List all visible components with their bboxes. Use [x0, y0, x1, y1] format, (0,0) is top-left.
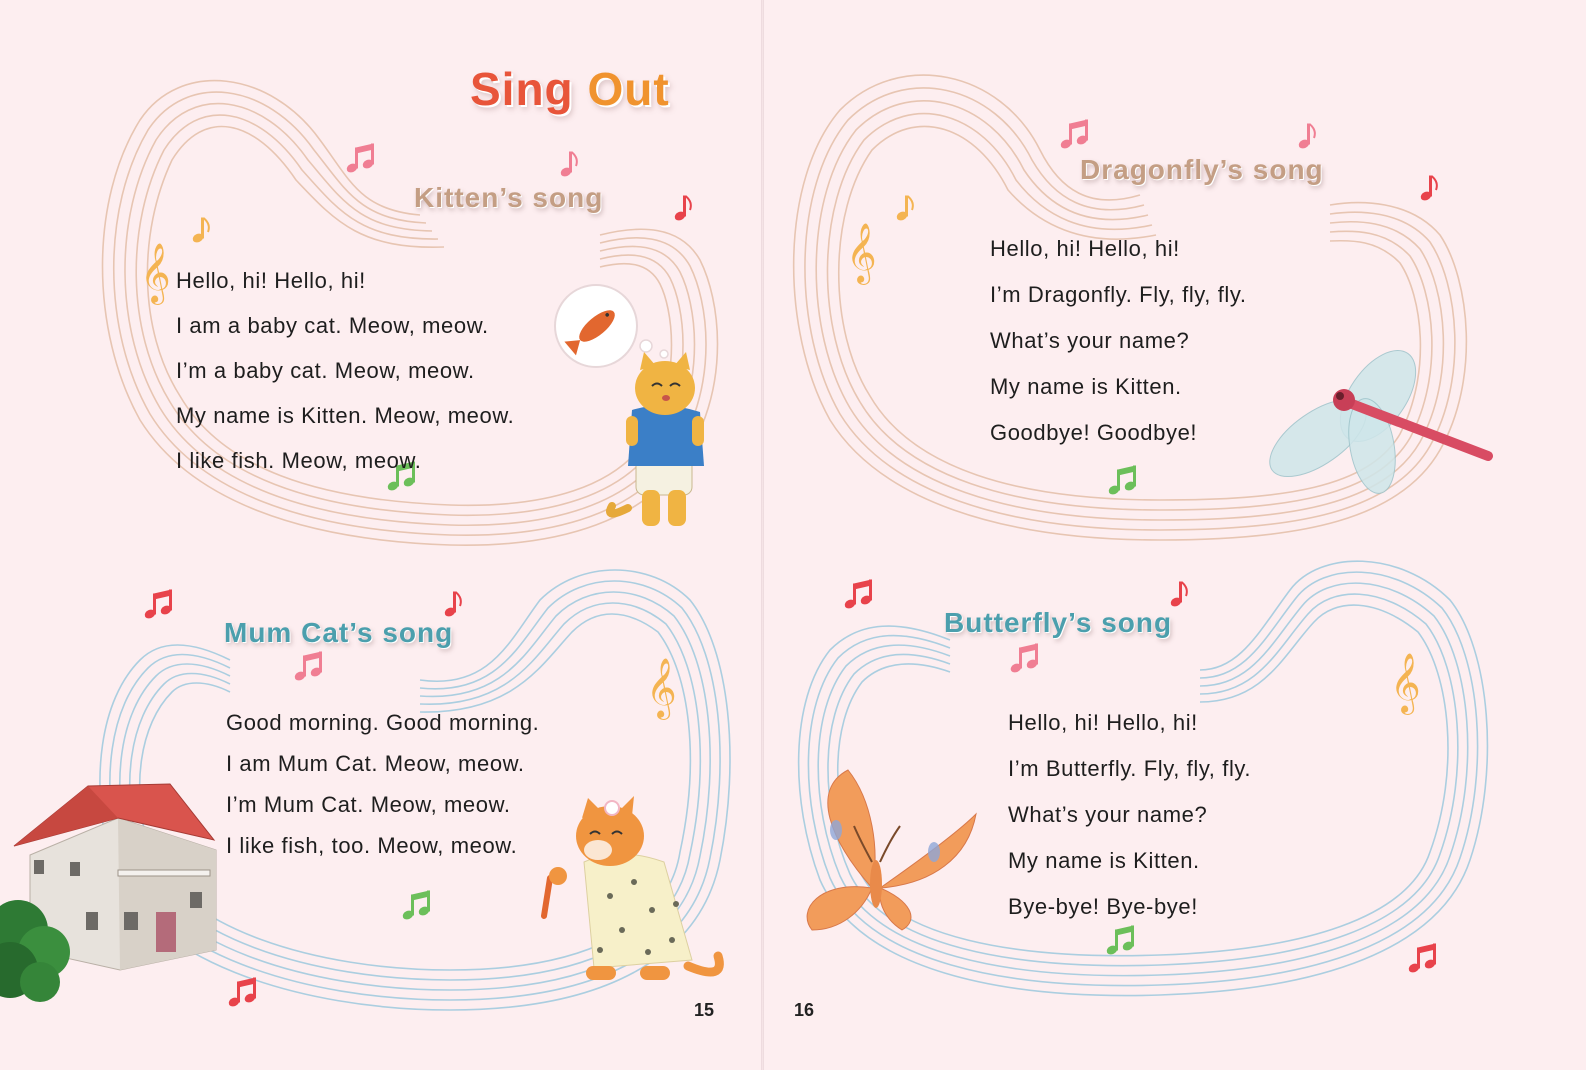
music-note-icon [1106, 926, 1134, 955]
lyrics-butterfly [1008, 712, 1251, 918]
music-note-icon [560, 152, 577, 177]
main-title [470, 62, 670, 116]
music-note-icon [1408, 944, 1436, 973]
lyric-line: Goodbye! Goodbye! [990, 420, 1198, 445]
page-number-right: 16 [794, 1000, 815, 1020]
lyric-line: Hello, hi! Hello, hi! [176, 268, 366, 293]
treble-clef-icon: 𝄞 [140, 243, 171, 303]
music-note-icon [844, 580, 872, 609]
music-note-icon [228, 978, 256, 1007]
lyric-line: My name is Kitten. [1008, 848, 1200, 873]
lyric-line: I like fish. Meow, meow. [176, 448, 422, 473]
lyrics-dragonfly [990, 238, 1247, 444]
lyric-line: My name is Kitten. Meow, meow. [176, 403, 515, 428]
music-note-icon [896, 196, 913, 221]
lyric-line: I’m Mum Cat. Meow, meow. [226, 792, 511, 817]
music-note-icon [1108, 466, 1136, 495]
music-note-icon [1420, 176, 1437, 201]
lyric-line: I’m Dragonfly. Fly, fly, fly. [990, 282, 1247, 307]
music-note-icon [294, 652, 322, 681]
fish-thought-bubble [555, 285, 668, 367]
music-note-icon [1060, 120, 1088, 149]
lyric-line: I am Mum Cat. Meow, meow. [226, 751, 525, 776]
lyric-line: I am a baby cat. Meow, meow. [176, 313, 489, 338]
main-title-sing: Sing [470, 63, 574, 115]
kitten-illustration [610, 352, 704, 526]
music-note-icon [402, 891, 430, 920]
lyrics-mum-cat [226, 712, 539, 857]
music-note-icon [1010, 644, 1038, 673]
song-title-butterfly: Butterfly’s song [944, 607, 1173, 638]
music-note-icon [674, 196, 691, 221]
lyric-line: My name is Kitten. [990, 374, 1182, 399]
dragonfly-illustration [1257, 337, 1488, 497]
main-title-out: Out [587, 63, 670, 115]
song-title-kitten: Kitten’s song [414, 182, 604, 213]
butterfly-illustration [807, 770, 976, 930]
page-number-left: 15 [694, 1000, 715, 1020]
music-note-icon [444, 592, 461, 617]
music-note-icon [1170, 582, 1187, 607]
lyric-line: I’m a baby cat. Meow, meow. [176, 358, 475, 383]
music-note-icon [192, 218, 209, 243]
lyric-line: I’m Butterfly. Fly, fly, fly. [1008, 756, 1252, 781]
lyrics-kitten [176, 270, 514, 472]
music-note-icon [346, 144, 374, 173]
lyric-line: Hello, hi! Hello, hi! [1008, 710, 1198, 735]
lyric-line: What’s your name? [990, 328, 1190, 353]
lyric-line: Good morning. Good morning. [226, 710, 540, 735]
music-note-icon [144, 590, 172, 619]
music-note-icon [1298, 124, 1315, 149]
treble-clef-icon: 𝄞 [1390, 653, 1421, 713]
treble-clef-icon: 𝄞 [846, 223, 877, 283]
song-title-dragonfly: Dragonfly’s song [1080, 154, 1324, 185]
treble-clef-icon: 𝄞 [646, 658, 677, 718]
lyric-line: I like fish, too. Meow, meow. [226, 833, 518, 858]
mum-cat-illustration [544, 796, 719, 980]
lyric-line: Bye-bye! Bye-bye! [1008, 894, 1198, 919]
lyric-line: Hello, hi! Hello, hi! [990, 236, 1180, 261]
song-title-mum-cat: Mum Cat’s song [224, 617, 454, 648]
lyric-line: What’s your name? [1008, 802, 1208, 827]
